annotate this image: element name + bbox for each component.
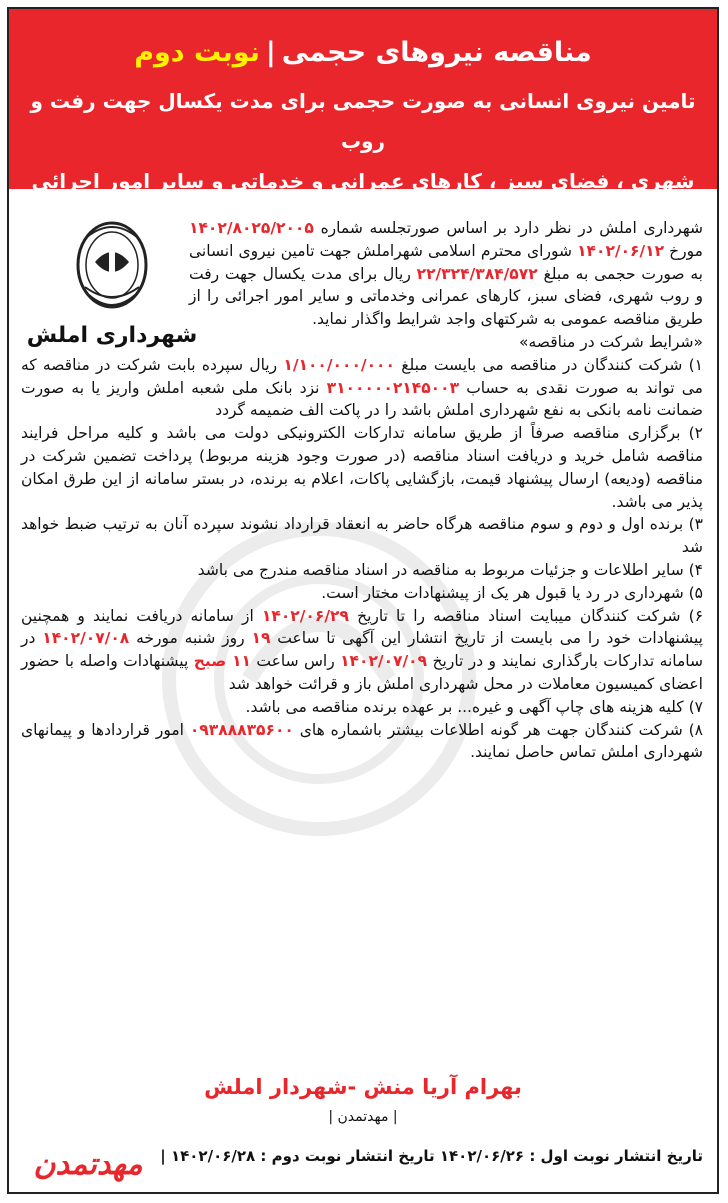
condition-1-text-b: ریال سپرده بابت شرکت در مناقصه که می تواند به صورت نقدی به حساب — [21, 355, 703, 397]
first-date-label: تاریخ انتشار نوبت اول : — [529, 1147, 703, 1165]
condition-6-text-f: پیشنهادات واصله با حضور اعضای کمیسیون معاملات در محل شهرداری املش باز و قرائت خواهد شد — [21, 652, 703, 693]
condition-7: ۷) کلیه هزینه های چاپ آگهی و غیره... بر عهده برنده مناقصه می باشد. — [245, 697, 703, 716]
condition-5: ۵) شهرداری در رد یا قبول هر یک از پیشنهادات مختار است. — [321, 583, 703, 602]
round-label: نوبت دوم — [134, 37, 260, 68]
newspaper-stamp — [23, 1134, 153, 1189]
announcement-body — [21, 217, 703, 764]
conditions-heading: «شرایط شرکت در مناقصه» — [518, 332, 703, 351]
logo-text: شهرداری املش — [27, 323, 197, 348]
advertisement-frame — [7, 7, 719, 1194]
condition-6-text-d: در سامانه تدارکات بارگذاری نمایند و در تاریخ — [21, 629, 703, 671]
condition-6-text-c: روز شنبه مورخه — [136, 629, 245, 648]
opening-date: ۱۴۰۲/۰۷/۰۹ — [340, 652, 428, 671]
condition-8 — [21, 719, 703, 765]
condition-6-text-e: راس ساعت — [256, 652, 335, 671]
contact-phone: ۰۹۳۸۸۸۳۵۶۰۰ — [189, 720, 294, 739]
first-publication-date: ۱۴۰۲/۰۶/۲۶ — [439, 1147, 525, 1165]
session-date: ۱۴۰۲/۰۶/۱۲ — [577, 241, 665, 260]
signature-block — [9, 1075, 717, 1125]
publication-dates: تاریخ انتشار نوبت اول : ۱۴۰۲/۰۶/۲۶ تاریخ انتشار نوبت دوم : ۱۴۰۲/۰۶/۲۸ | — [160, 1147, 703, 1165]
upload-hour: ۱۹ — [251, 629, 271, 648]
tender-amount: ۲۲/۳۲۴/۳۸۴/۵۷۲ — [416, 264, 538, 283]
bank-account-number: ۳۱۰۰۰۰۰۲۱۴۵۰۰۳ — [326, 378, 460, 397]
condition-3: ۳) برنده اول و دوم و سوم مناقصه هرگاه حاضر به انعقاد قرارداد نشوند سپرده آنان به ترتیب ضبط خواهد شد — [21, 515, 703, 557]
stamp-text: مهدتمدن — [33, 1147, 143, 1182]
condition-1-text-a: ۱) شرکت کنندگان در مناقصه می بایست مبلغ — [401, 355, 703, 374]
subtitle-line-1: تامین نیروی انسانی به صورت حجمی برای مدت یکسال جهت رفت و روب — [30, 89, 696, 153]
intro-text-3: شورای محترم اسلامی شهراملش جهت تامین نیروی انسانی به صورت حجمی به مبلغ — [189, 241, 703, 283]
condition-6-text-b: از سامانه دریافت نمایند و همچنین پیشنهادات خود را می بایست از تاریخ انتشار این آگهی تا ساعت — [21, 606, 703, 648]
newspaper-name: | مهدتمدن | — [328, 1109, 398, 1125]
ad-title: مناقصه نیروهای حجمی — [281, 37, 592, 68]
header-banner — [9, 9, 717, 193]
condition-8-text-a: ۸) شرکت کنندگان جهت هر گونه اطلاعات بیشتر باشماره های — [299, 720, 703, 739]
title-separator: | — [265, 37, 276, 68]
condition-1 — [21, 354, 703, 422]
second-publication-date: ۱۴۰۲/۰۶/۲۸ — [170, 1147, 256, 1165]
intro-paragraph — [21, 217, 703, 331]
condition-2: ۲) برگزاری مناقصه صرفاً از طریق سامانه تدارکات الکترونیکی دولت می باشد و کلیه مراحل فرایند مناقصه شامل خرید و دریافت اسناد مناقصه (در صورت وجود هزینه مربوط) پرداخت تضمین شرکت در مناقصه (ودیعه) ارسال پیشنهاد قیمت، بازگشایی پاکات، اعلام به برنده، در بستر سامانه از این طرق امکان پذیر می باشد. — [21, 424, 703, 511]
second-date-label: تاریخ انتشار نوبت دوم : — [260, 1147, 435, 1165]
deposit-amount: ۱/۱۰۰/۰۰۰/۰۰۰ — [283, 355, 395, 374]
condition-4: ۴) سایر اطلاعات و جزئیات مربوط به مناقصه در اسناد مناقصه مندرج می باشد — [197, 560, 703, 579]
intro-text-2: مورخ — [669, 241, 703, 260]
condition-6-text-a: ۶) شرکت کنندگان میبایت اسناد مناقصه را تا تاریخ — [357, 606, 704, 625]
mayor-signature: بهرام آریا منش -شهردار املش — [204, 1075, 522, 1099]
intro-text-4: ریال برای مدت یکسال جهت رفت و روب شهری، فضای سبز، کارهای عمرانی وخدماتی و سایر امور اجرائی را از طریق مناقصه عمومی به شرکتهای واجد شرایط واگذار نماید. — [189, 264, 703, 329]
session-number: ۱۴۰۲/۸۰۲۵/۲۰۰۵ — [189, 219, 314, 237]
title-line — [9, 35, 717, 71]
document-deadline: ۱۴۰۲/۰۶/۲۹ — [261, 606, 349, 625]
condition-1-text-c: نزد بانک ملی شعبه املش واریز یا به صورت ضمانت نامه بانکی به نفع شهرداری املش باشد را در پاکت الف ضمیمه گردد — [21, 378, 703, 420]
condition-6 — [21, 605, 703, 696]
opening-hour: ۱۱ صبح — [193, 652, 251, 671]
condition-8-text-b: امور قراردادها و پیمانهای شهرداری املش تماس حاصل نمایند. — [21, 720, 703, 762]
upload-deadline: ۱۴۰۲/۰۷/۰۸ — [42, 629, 130, 648]
subtitle-line-2: شهری ، فضای سبز ، کارهای عمرانی و خدماتی و سایر امور اجرائی — [31, 169, 695, 193]
intro-text-1: شهرداری املش در نظر دارد بر اساس صورتجلسه شماره — [320, 219, 703, 237]
